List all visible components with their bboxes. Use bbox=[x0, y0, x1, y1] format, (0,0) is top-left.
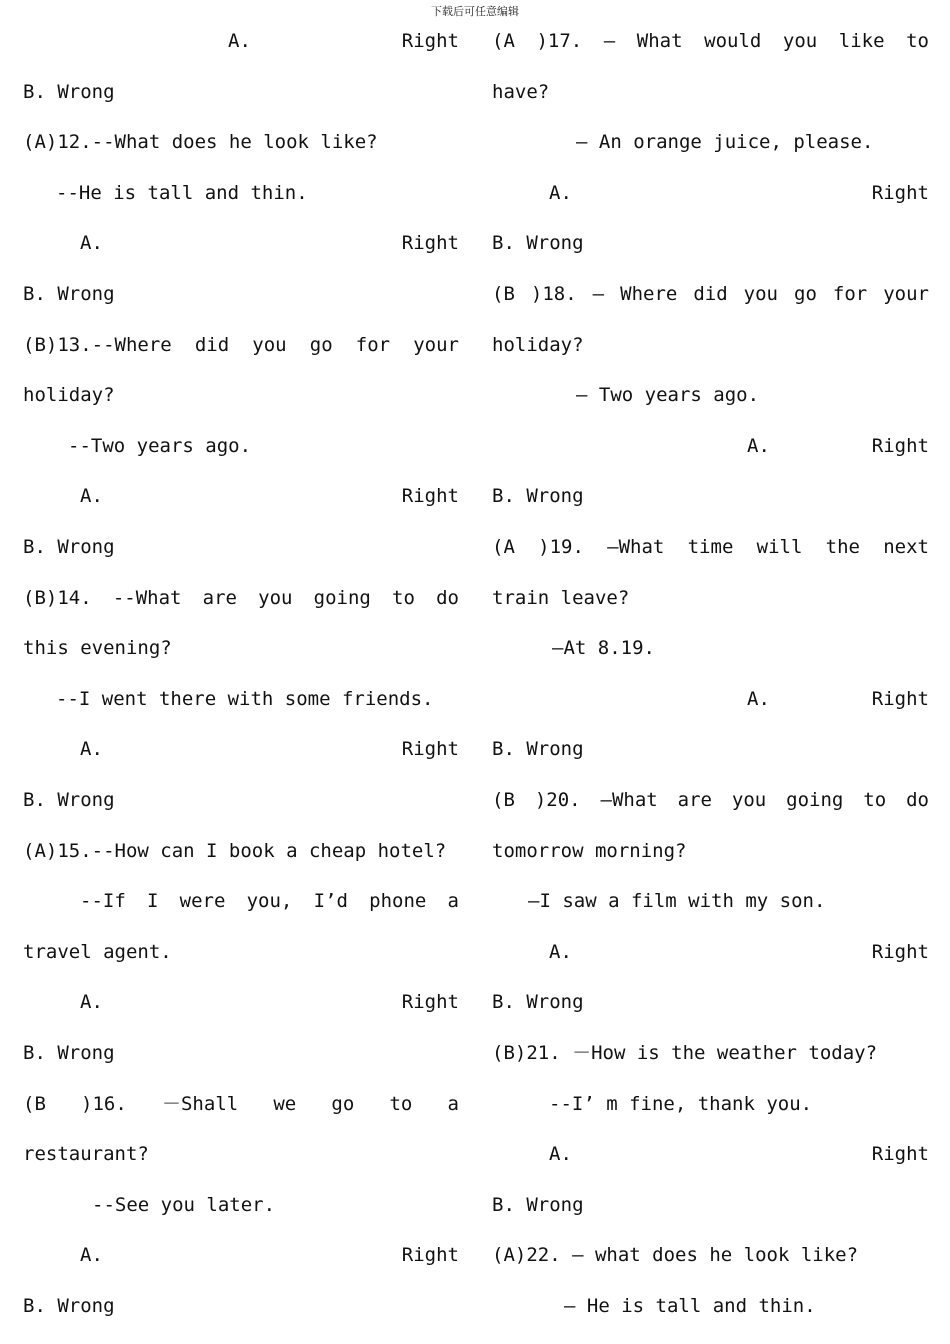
text-line: — Two years ago. bbox=[576, 384, 760, 407]
option-a-label: A. bbox=[549, 181, 572, 204]
text-line: B. Wrong bbox=[23, 80, 115, 103]
option-right-label: Right bbox=[401, 30, 459, 52]
text-line: train leave? bbox=[492, 586, 630, 609]
text-line: restaurant? bbox=[23, 1143, 149, 1166]
option-a-label: A. bbox=[549, 940, 572, 963]
option-line bbox=[23, 1243, 459, 1267]
text-line: (B)14. --What are you going to do bbox=[23, 586, 459, 609]
page-header: 下载后可任意编辑 bbox=[431, 5, 519, 18]
option-line bbox=[492, 1142, 929, 1166]
option-a-label: A. bbox=[80, 485, 103, 508]
option-a-label: A. bbox=[747, 687, 770, 710]
option-right-label: Right bbox=[871, 181, 929, 204]
text-line: — An orange juice, please. bbox=[576, 131, 874, 154]
text-line: (A)22. — what does he look like? bbox=[492, 1244, 859, 1267]
text-line: (A)15.--How can I book a cheap hotel? bbox=[23, 839, 447, 862]
text-line: holiday? bbox=[23, 384, 115, 407]
option-a-label: A. bbox=[747, 434, 770, 457]
text-line: holiday? bbox=[492, 333, 584, 356]
option-a-label: A. bbox=[80, 232, 103, 255]
text-line: (A)12.--What does he look like? bbox=[23, 131, 378, 154]
option-right-label: Right bbox=[401, 232, 459, 255]
text-line: B. Wrong bbox=[492, 738, 584, 761]
text-line: B. Wrong bbox=[492, 232, 584, 255]
option-right-label: Right bbox=[401, 1244, 459, 1267]
text-line: (B)13.--Where did you go for your bbox=[23, 333, 459, 356]
option-right-label: Right bbox=[871, 434, 929, 457]
option-line bbox=[23, 231, 459, 255]
text-line: travel agent. bbox=[23, 940, 172, 963]
text-line: tomorrow morning? bbox=[492, 839, 687, 862]
text-line: (B )18. — Where did you go for your bbox=[492, 283, 929, 305]
option-line bbox=[23, 990, 459, 1014]
option-right-label: Right bbox=[871, 1143, 929, 1166]
option-a-label: A. bbox=[80, 1244, 103, 1267]
option-line bbox=[23, 737, 459, 761]
option-right-label: Right bbox=[401, 485, 459, 508]
option-line bbox=[492, 687, 929, 711]
option-right-label: Right bbox=[401, 991, 459, 1014]
option-a-label: A. bbox=[549, 1143, 572, 1166]
text-line: --He is tall and thin. bbox=[56, 181, 308, 204]
text-line: B. Wrong bbox=[492, 991, 584, 1014]
text-line: B. Wrong bbox=[23, 536, 115, 558]
text-line: (B )20. —What are you going to do bbox=[492, 789, 929, 811]
text-line: (B )16. －Shall we go to a bbox=[23, 1092, 459, 1115]
text-line: have? bbox=[492, 80, 550, 103]
option-a-label: A. bbox=[228, 30, 251, 52]
text-line: —At 8.19. bbox=[552, 637, 655, 660]
option-line bbox=[492, 434, 929, 458]
text-line: --See you later. bbox=[92, 1193, 276, 1216]
text-line: B. Wrong bbox=[23, 1295, 115, 1317]
text-line: —I saw a film with my son. bbox=[528, 890, 826, 913]
text-line: B. Wrong bbox=[492, 1193, 584, 1216]
option-line bbox=[492, 940, 929, 964]
option-right-label: Right bbox=[401, 738, 459, 761]
text-line: — He is tall and thin. bbox=[564, 1295, 816, 1317]
text-line: --If I were you, I’d phone a bbox=[80, 890, 459, 913]
text-line: (A )17. — What would you like to bbox=[492, 30, 929, 52]
text-line: (A )19. —What time will the next bbox=[492, 536, 929, 558]
option-line bbox=[23, 29, 459, 53]
text-line: (B)21. －How is the weather today? bbox=[492, 1042, 878, 1064]
text-line: --I’ m fine, thank you. bbox=[549, 1092, 813, 1115]
text-line: B. Wrong bbox=[492, 485, 584, 508]
text-line: B. Wrong bbox=[23, 1042, 115, 1064]
text-line: this evening? bbox=[23, 637, 172, 660]
text-line: --I went there with some friends. bbox=[56, 687, 434, 710]
option-a-label: A. bbox=[80, 738, 103, 761]
option-line bbox=[492, 181, 929, 205]
text-line: B. Wrong bbox=[23, 789, 115, 811]
option-line bbox=[23, 484, 459, 508]
option-right-label: Right bbox=[871, 940, 929, 963]
option-right-label: Right bbox=[871, 687, 929, 710]
text-line: B. Wrong bbox=[23, 283, 115, 305]
text-line: --Two years ago. bbox=[68, 434, 252, 457]
option-a-label: A. bbox=[80, 991, 103, 1014]
